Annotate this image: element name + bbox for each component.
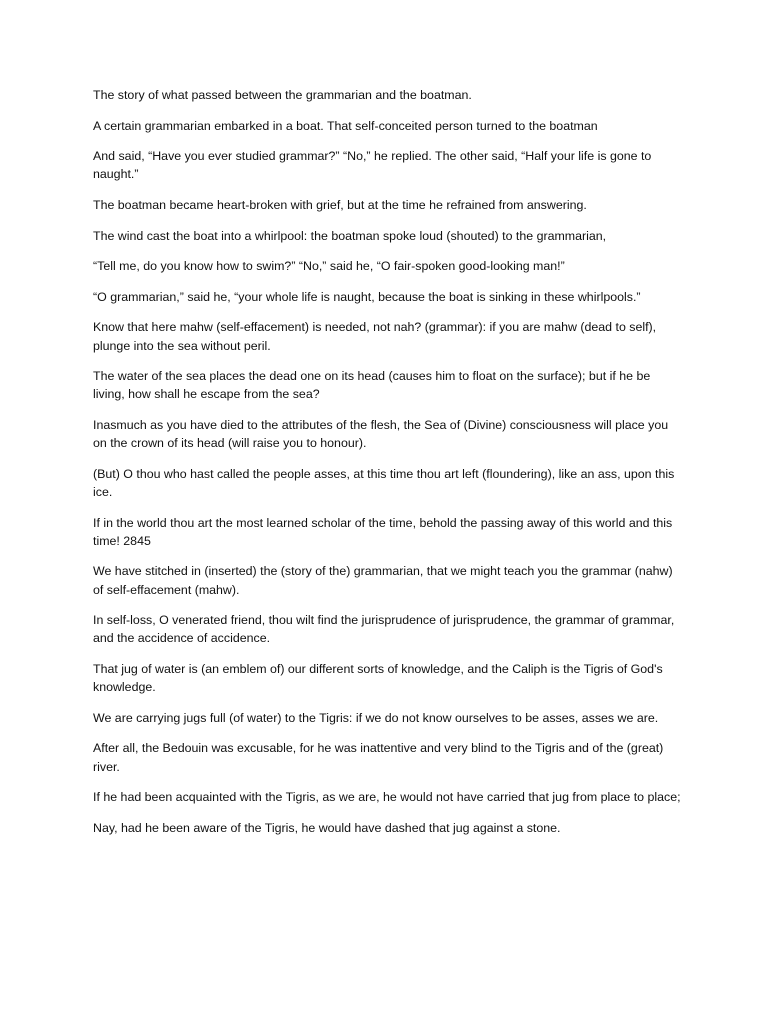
paragraph: “Tell me, do you know how to swim?” “No,” said he, “O fair-spoken good-looking man!” [93,259,565,274]
paragraph: After all, the Bedouin was excusable, for he was inattentive and very blind to the Tigris and of the (great) river. [93,741,664,774]
paragraph: Nay, had he been aware of the Tigris, he would have dashed that jug against a stone. [93,820,561,835]
document-body [93,86,683,849]
paragraph: A certain grammarian embarked in a boat. That self-conceited person turned to the boatman [93,118,598,133]
paragraph: Inasmuch as you have died to the attributes of the flesh, the Sea of (Divine) consciousness will place you on the crown of its head (will raise you to honour). [93,417,669,451]
paragraph: “O grammarian,” said he, “your whole life is naught, because the boat is sinking in these whirlpools.” [93,289,641,304]
title-paragraph: The story of what passed between the grammarian and the boatman. [93,88,472,102]
paragraph: (But) O thou who hast called the people asses, at this time thou art left (floundering), like an ass, upon this ice. [93,466,675,499]
paragraph: If he had been acquainted with the Tigris, as we are, he would not have carried that jug from place to place; [93,790,681,805]
paragraph: If in the world thou art the most learned scholar of the time, behold the passing away of this world and this time! 2845 [93,515,673,548]
paragraph: That jug of water is (an emblem of) our different sorts of knowledge, and the Caliph is the Tigris of God's knowledge. [93,661,663,695]
paragraph: And said, “Have you ever studied grammar?” “No,” he replied. The other said, “Half your life is gone to naught.” [93,149,652,182]
paragraph: The wind cast the boat into a whirlpool: the boatman spoke loud (shouted) to the grammarian, [93,228,607,243]
paragraph: We are carrying jugs full (of water) to the Tigris: if we do not know ourselves to be asses, asses we are. [93,710,659,725]
paragraph: We have stitched in (inserted) the (story of the) grammarian, that we might teach you the grammar (nahw) of self-effacement (mahw). [93,564,673,597]
paragraph: The boatman became heart-broken with grief, but at the time he refrained from answering. [93,197,587,212]
paragraph: Know that here mahw (self-effacement) is needed, not nah? (grammar): if you are mahw (dead to self), plunge into the sea without peril. [93,320,657,353]
paragraph: In self-loss, O venerated friend, thou wilt find the jurisprudence of jurisprudence, the grammar of grammar, and the accidence of accidence. [93,613,675,646]
paragraph: The water of the sea places the dead one on its head (causes him to float on the surface); but if he be living, how shall he escape from the sea? [93,369,651,402]
